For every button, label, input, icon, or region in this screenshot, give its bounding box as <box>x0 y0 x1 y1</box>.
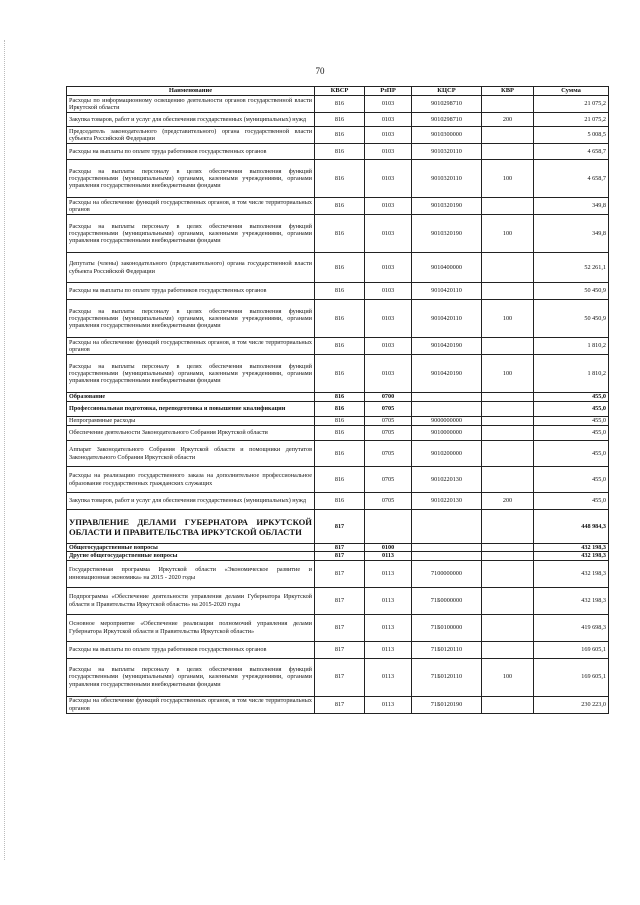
table-row <box>67 510 609 544</box>
cell-sum: 455,0 <box>534 467 609 493</box>
cell-kvr <box>482 544 534 552</box>
cell-rzpr: 0113 <box>365 560 412 587</box>
cell-sum: 455,0 <box>534 393 609 402</box>
cell-kvsr: 816 <box>315 283 365 300</box>
cell-kvr: 100 <box>482 215 534 253</box>
cell-kcsr <box>412 544 482 552</box>
cell-kvr <box>482 253 534 283</box>
cell-kvsr: 816 <box>315 467 365 493</box>
cell-kvsr: 816 <box>315 300 365 338</box>
cell-sum: 419 698,3 <box>534 614 609 641</box>
cell-kcsr: 9010320190 <box>412 215 482 253</box>
cell-rzpr: 0705 <box>365 441 412 467</box>
cell-kcsr <box>412 402 482 417</box>
cell-sum: 169 605,1 <box>534 658 609 696</box>
cell-kcsr: 9010300000 <box>412 127 482 144</box>
table-row <box>67 144 609 160</box>
cell-kvsr: 816 <box>315 493 365 510</box>
cell-kcsr: 71Б0100000 <box>412 614 482 641</box>
cell-sum: 21 075,2 <box>534 96 609 113</box>
cell-sum: 349,8 <box>534 198 609 215</box>
table-row <box>67 426 609 441</box>
table-row <box>67 113 609 127</box>
cell-kvsr: 817 <box>315 587 365 614</box>
cell-kvsr: 816 <box>315 198 365 215</box>
cell-rzpr: 0113 <box>365 641 412 658</box>
cell-name: Расходы на выплаты по оплате труда работников государственных органов <box>67 641 315 658</box>
cell-kvsr: 816 <box>315 144 365 160</box>
cell-sum: 4 658,7 <box>534 160 609 198</box>
table-row <box>67 96 609 113</box>
cell-name: Основное мероприятие «Обеспечение реализации полномочий управления делами Губернатора Иркутской области и Правительства Иркутской области» <box>67 614 315 641</box>
cell-name: Расходы на выплаты персоналу в целях обеспечения выполнения функций государственными (муниципальными) органами, казенными учреждениями, органами управления государственными внебюджетными фондами <box>67 215 315 253</box>
cell-kvsr: 816 <box>315 113 365 127</box>
cell-rzpr: 0705 <box>365 467 412 493</box>
cell-sum: 169 605,1 <box>534 641 609 658</box>
cell-sum: 1 810,2 <box>534 355 609 393</box>
cell-kcsr: 9010420190 <box>412 355 482 393</box>
cell-sum: 432 198,3 <box>534 544 609 552</box>
budget-table <box>66 86 609 714</box>
cell-kvr <box>482 144 534 160</box>
cell-sum: 1 810,2 <box>534 338 609 355</box>
cell-sum: 448 984,3 <box>534 510 609 544</box>
cell-name: Председатель законодательного (представительного) органа государственной власти субъекта Российской Федерации <box>67 127 315 144</box>
cell-name: Расходы на выплаты персоналу в целях обеспечения выполнения функций государственными (муниципальными) органами, казенными учреждениями, органами управления государственными внебюджетными фондами <box>67 300 315 338</box>
table-row <box>67 215 609 253</box>
table-row <box>67 696 609 713</box>
cell-sum: 455,0 <box>534 426 609 441</box>
table-row <box>67 355 609 393</box>
header-kvsr: КВСР <box>315 87 365 96</box>
cell-kvsr: 816 <box>315 215 365 253</box>
cell-kvsr: 817 <box>315 696 365 713</box>
cell-kcsr: 9010220130 <box>412 493 482 510</box>
cell-rzpr: 0700 <box>365 393 412 402</box>
table-row <box>67 658 609 696</box>
cell-name: Другие общегосударственные вопросы <box>67 552 315 560</box>
cell-kvr <box>482 641 534 658</box>
cell-kvr <box>482 198 534 215</box>
cell-rzpr: 0113 <box>365 614 412 641</box>
cell-kvsr: 816 <box>315 441 365 467</box>
cell-kvr: 100 <box>482 300 534 338</box>
cell-name: Расходы на выплаты персоналу в целях обеспечения выполнения функций государственными (муниципальными) органами, казенными учреждениями, органами управления государственными внебюджетными фондами <box>67 160 315 198</box>
cell-kcsr: 9010400000 <box>412 253 482 283</box>
cell-rzpr: 0103 <box>365 113 412 127</box>
cell-rzpr <box>365 510 412 544</box>
cell-sum: 230 223,0 <box>534 696 609 713</box>
cell-kvsr: 817 <box>315 614 365 641</box>
cell-kvsr: 816 <box>315 253 365 283</box>
cell-kvr <box>482 402 534 417</box>
table-row <box>67 127 609 144</box>
cell-name: Расходы на выплаты по оплате труда работников государственных органов <box>67 283 315 300</box>
cell-kvsr: 817 <box>315 560 365 587</box>
cell-rzpr: 0103 <box>365 253 412 283</box>
table-body <box>67 96 609 714</box>
cell-kvr: 200 <box>482 493 534 510</box>
cell-kvr <box>482 441 534 467</box>
cell-kvsr: 816 <box>315 426 365 441</box>
cell-name: Депутаты (члены) законодательного (представительного) органа государственной власти субъекта Российской Федерации <box>67 253 315 283</box>
table-row <box>67 560 609 587</box>
table-row <box>67 441 609 467</box>
cell-kcsr: 9010420190 <box>412 338 482 355</box>
cell-kvr <box>482 127 534 144</box>
cell-rzpr: 0705 <box>365 493 412 510</box>
cell-name: УПРАВЛЕНИЕ ДЕЛАМИ ГУБЕРНАТОРА ИРКУТСКОЙ ОБЛАСТИ И ПРАВИТЕЛЬСТВА ИРКУТСКОЙ ОБЛАСТИ <box>67 510 315 544</box>
cell-name: Закупка товаров, работ и услуг для обеспечения государственных (муниципальных) нужд <box>67 493 315 510</box>
cell-kcsr: 71Б0120190 <box>412 696 482 713</box>
cell-kvr <box>482 417 534 426</box>
cell-sum: 21 075,2 <box>534 113 609 127</box>
cell-sum: 349,8 <box>534 215 609 253</box>
cell-kcsr: 71Б0000000 <box>412 587 482 614</box>
cell-kcsr: 9010200000 <box>412 441 482 467</box>
cell-sum: 455,0 <box>534 493 609 510</box>
cell-rzpr: 0100 <box>365 544 412 552</box>
cell-name: Закупка товаров, работ и услуг для обеспечения государственных (муниципальных) нужд <box>67 113 315 127</box>
cell-kvr <box>482 510 534 544</box>
cell-sum: 5 008,5 <box>534 127 609 144</box>
cell-kvsr: 817 <box>315 641 365 658</box>
header-kcsr: КЦСР <box>412 87 482 96</box>
table-row <box>67 587 609 614</box>
cell-kvsr: 816 <box>315 393 365 402</box>
table-row <box>67 253 609 283</box>
cell-sum: 432 198,3 <box>534 587 609 614</box>
table-row <box>67 338 609 355</box>
cell-name: Расходы на выплаты по оплате труда работников государственных органов <box>67 144 315 160</box>
cell-kcsr <box>412 510 482 544</box>
cell-name: Подпрограмма «Обеспечение деятельности управления делами Губернатора Иркутской области и Правительства Иркутской области» на 2015-2020 годы <box>67 587 315 614</box>
cell-kvr: 200 <box>482 113 534 127</box>
cell-rzpr: 0103 <box>365 198 412 215</box>
cell-name: Профессиональная подготовка, переподготовка и повышение квалификации <box>67 402 315 417</box>
header-rzpr: РзПР <box>365 87 412 96</box>
table-row <box>67 198 609 215</box>
header-sum: Сумма <box>534 87 609 96</box>
cell-sum: 50 450,9 <box>534 283 609 300</box>
table-row <box>67 300 609 338</box>
cell-rzpr: 0103 <box>365 215 412 253</box>
cell-name: Общегосударственные вопросы <box>67 544 315 552</box>
cell-sum: 455,0 <box>534 417 609 426</box>
cell-name: Расходы по информационному освещению деятельности органов государственной власти Иркутской области <box>67 96 315 113</box>
cell-rzpr: 0113 <box>365 658 412 696</box>
cell-kcsr: 9010420110 <box>412 300 482 338</box>
cell-rzpr: 0103 <box>365 300 412 338</box>
cell-name: Расходы на реализацию государственного заказа на дополнительное профессиональное образование государственных гражданских служащих <box>67 467 315 493</box>
cell-rzpr: 0103 <box>365 127 412 144</box>
cell-kcsr: 9010320110 <box>412 144 482 160</box>
cell-kvr <box>482 587 534 614</box>
cell-kcsr: 9010420110 <box>412 283 482 300</box>
cell-name: Расходы на обеспечение функций государственных органов, в том числе территориальных органов <box>67 198 315 215</box>
cell-rzpr: 0705 <box>365 417 412 426</box>
table-header-row <box>67 87 609 96</box>
cell-kvsr: 816 <box>315 160 365 198</box>
cell-kvr <box>482 426 534 441</box>
scan-margin-artifact <box>4 40 6 860</box>
cell-kvr <box>482 338 534 355</box>
cell-rzpr: 0705 <box>365 402 412 417</box>
table-row <box>67 552 609 560</box>
table-row <box>67 614 609 641</box>
table-row <box>67 641 609 658</box>
cell-name: Расходы на выплаты персоналу в целях обеспечения выполнения функций государственными (муниципальными) органами, казенными учреждениями, органами управления государственными внебюджетными фондами <box>67 355 315 393</box>
cell-kcsr: 7100000000 <box>412 560 482 587</box>
cell-rzpr: 0103 <box>365 144 412 160</box>
table-row <box>67 160 609 198</box>
cell-rzpr: 0705 <box>365 426 412 441</box>
cell-name: Расходы на обеспечение функций государственных органов, в том числе территориальных органов <box>67 696 315 713</box>
cell-rzpr: 0103 <box>365 283 412 300</box>
table-row <box>67 402 609 417</box>
cell-kvsr: 816 <box>315 417 365 426</box>
cell-kvsr: 816 <box>315 402 365 417</box>
cell-kvsr: 816 <box>315 355 365 393</box>
cell-sum: 52 261,1 <box>534 253 609 283</box>
cell-kvr <box>482 96 534 113</box>
cell-name: Образование <box>67 393 315 402</box>
cell-kvsr: 816 <box>315 96 365 113</box>
cell-kvr: 100 <box>482 160 534 198</box>
cell-kvsr: 817 <box>315 552 365 560</box>
cell-kcsr: 9000000000 <box>412 417 482 426</box>
cell-kcsr: 9010320110 <box>412 160 482 198</box>
cell-kcsr: 71Б0120110 <box>412 641 482 658</box>
cell-rzpr: 0113 <box>365 587 412 614</box>
cell-kvr: 100 <box>482 355 534 393</box>
header-kvr: КВР <box>482 87 534 96</box>
table-row <box>67 417 609 426</box>
table-row <box>67 544 609 552</box>
cell-kcsr: 9010320190 <box>412 198 482 215</box>
cell-rzpr: 0103 <box>365 338 412 355</box>
cell-name: Непрограммные расходы <box>67 417 315 426</box>
cell-rzpr: 0113 <box>365 552 412 560</box>
cell-name: Государственная программа Иркутской области «Экономическое развитие и инновационная экономика» на 2015 - 2020 годы <box>67 560 315 587</box>
table-row <box>67 283 609 300</box>
cell-rzpr: 0103 <box>365 96 412 113</box>
cell-name: Аппарат Законодательного Собрания Иркутской области и помощники депутатов Законодательного Собрания Иркутской области <box>67 441 315 467</box>
cell-kcsr: 9010000000 <box>412 426 482 441</box>
cell-kvr: 100 <box>482 658 534 696</box>
cell-kcsr: 71Б0120110 <box>412 658 482 696</box>
cell-kvr <box>482 467 534 493</box>
cell-kvr <box>482 393 534 402</box>
table-row <box>67 467 609 493</box>
cell-kvsr: 817 <box>315 510 365 544</box>
cell-sum: 4 658,7 <box>534 144 609 160</box>
header-name: Наименование <box>67 87 315 96</box>
page-number: 70 <box>315 66 325 76</box>
cell-kvsr: 816 <box>315 127 365 144</box>
cell-sum: 455,0 <box>534 441 609 467</box>
cell-kvr <box>482 283 534 300</box>
table-row <box>67 393 609 402</box>
cell-kvsr: 817 <box>315 658 365 696</box>
cell-kcsr: 9010298710 <box>412 96 482 113</box>
cell-sum: 50 450,9 <box>534 300 609 338</box>
cell-kcsr: 9010220130 <box>412 467 482 493</box>
cell-kcsr <box>412 552 482 560</box>
cell-sum: 455,0 <box>534 402 609 417</box>
cell-rzpr: 0103 <box>365 355 412 393</box>
cell-sum: 432 198,3 <box>534 552 609 560</box>
cell-kvsr: 816 <box>315 338 365 355</box>
cell-kvr <box>482 696 534 713</box>
cell-kcsr <box>412 393 482 402</box>
cell-name: Обеспечение деятельности Законодательного Собрания Иркутской области <box>67 426 315 441</box>
cell-kvr <box>482 560 534 587</box>
cell-rzpr: 0103 <box>365 160 412 198</box>
cell-kvsr: 817 <box>315 544 365 552</box>
cell-name: Расходы на выплаты персоналу в целях обеспечения выполнения функций государственными (муниципальными) органами, казенными учреждениями, органами управления государственными внебюджетными фондами <box>67 658 315 696</box>
cell-name: Расходы на обеспечение функций государственных органов, в том числе территориальных органов <box>67 338 315 355</box>
table-row <box>67 493 609 510</box>
cell-sum: 432 198,3 <box>534 560 609 587</box>
cell-kvr <box>482 614 534 641</box>
cell-kcsr: 9010298710 <box>412 113 482 127</box>
cell-rzpr: 0113 <box>365 696 412 713</box>
cell-kvr <box>482 552 534 560</box>
